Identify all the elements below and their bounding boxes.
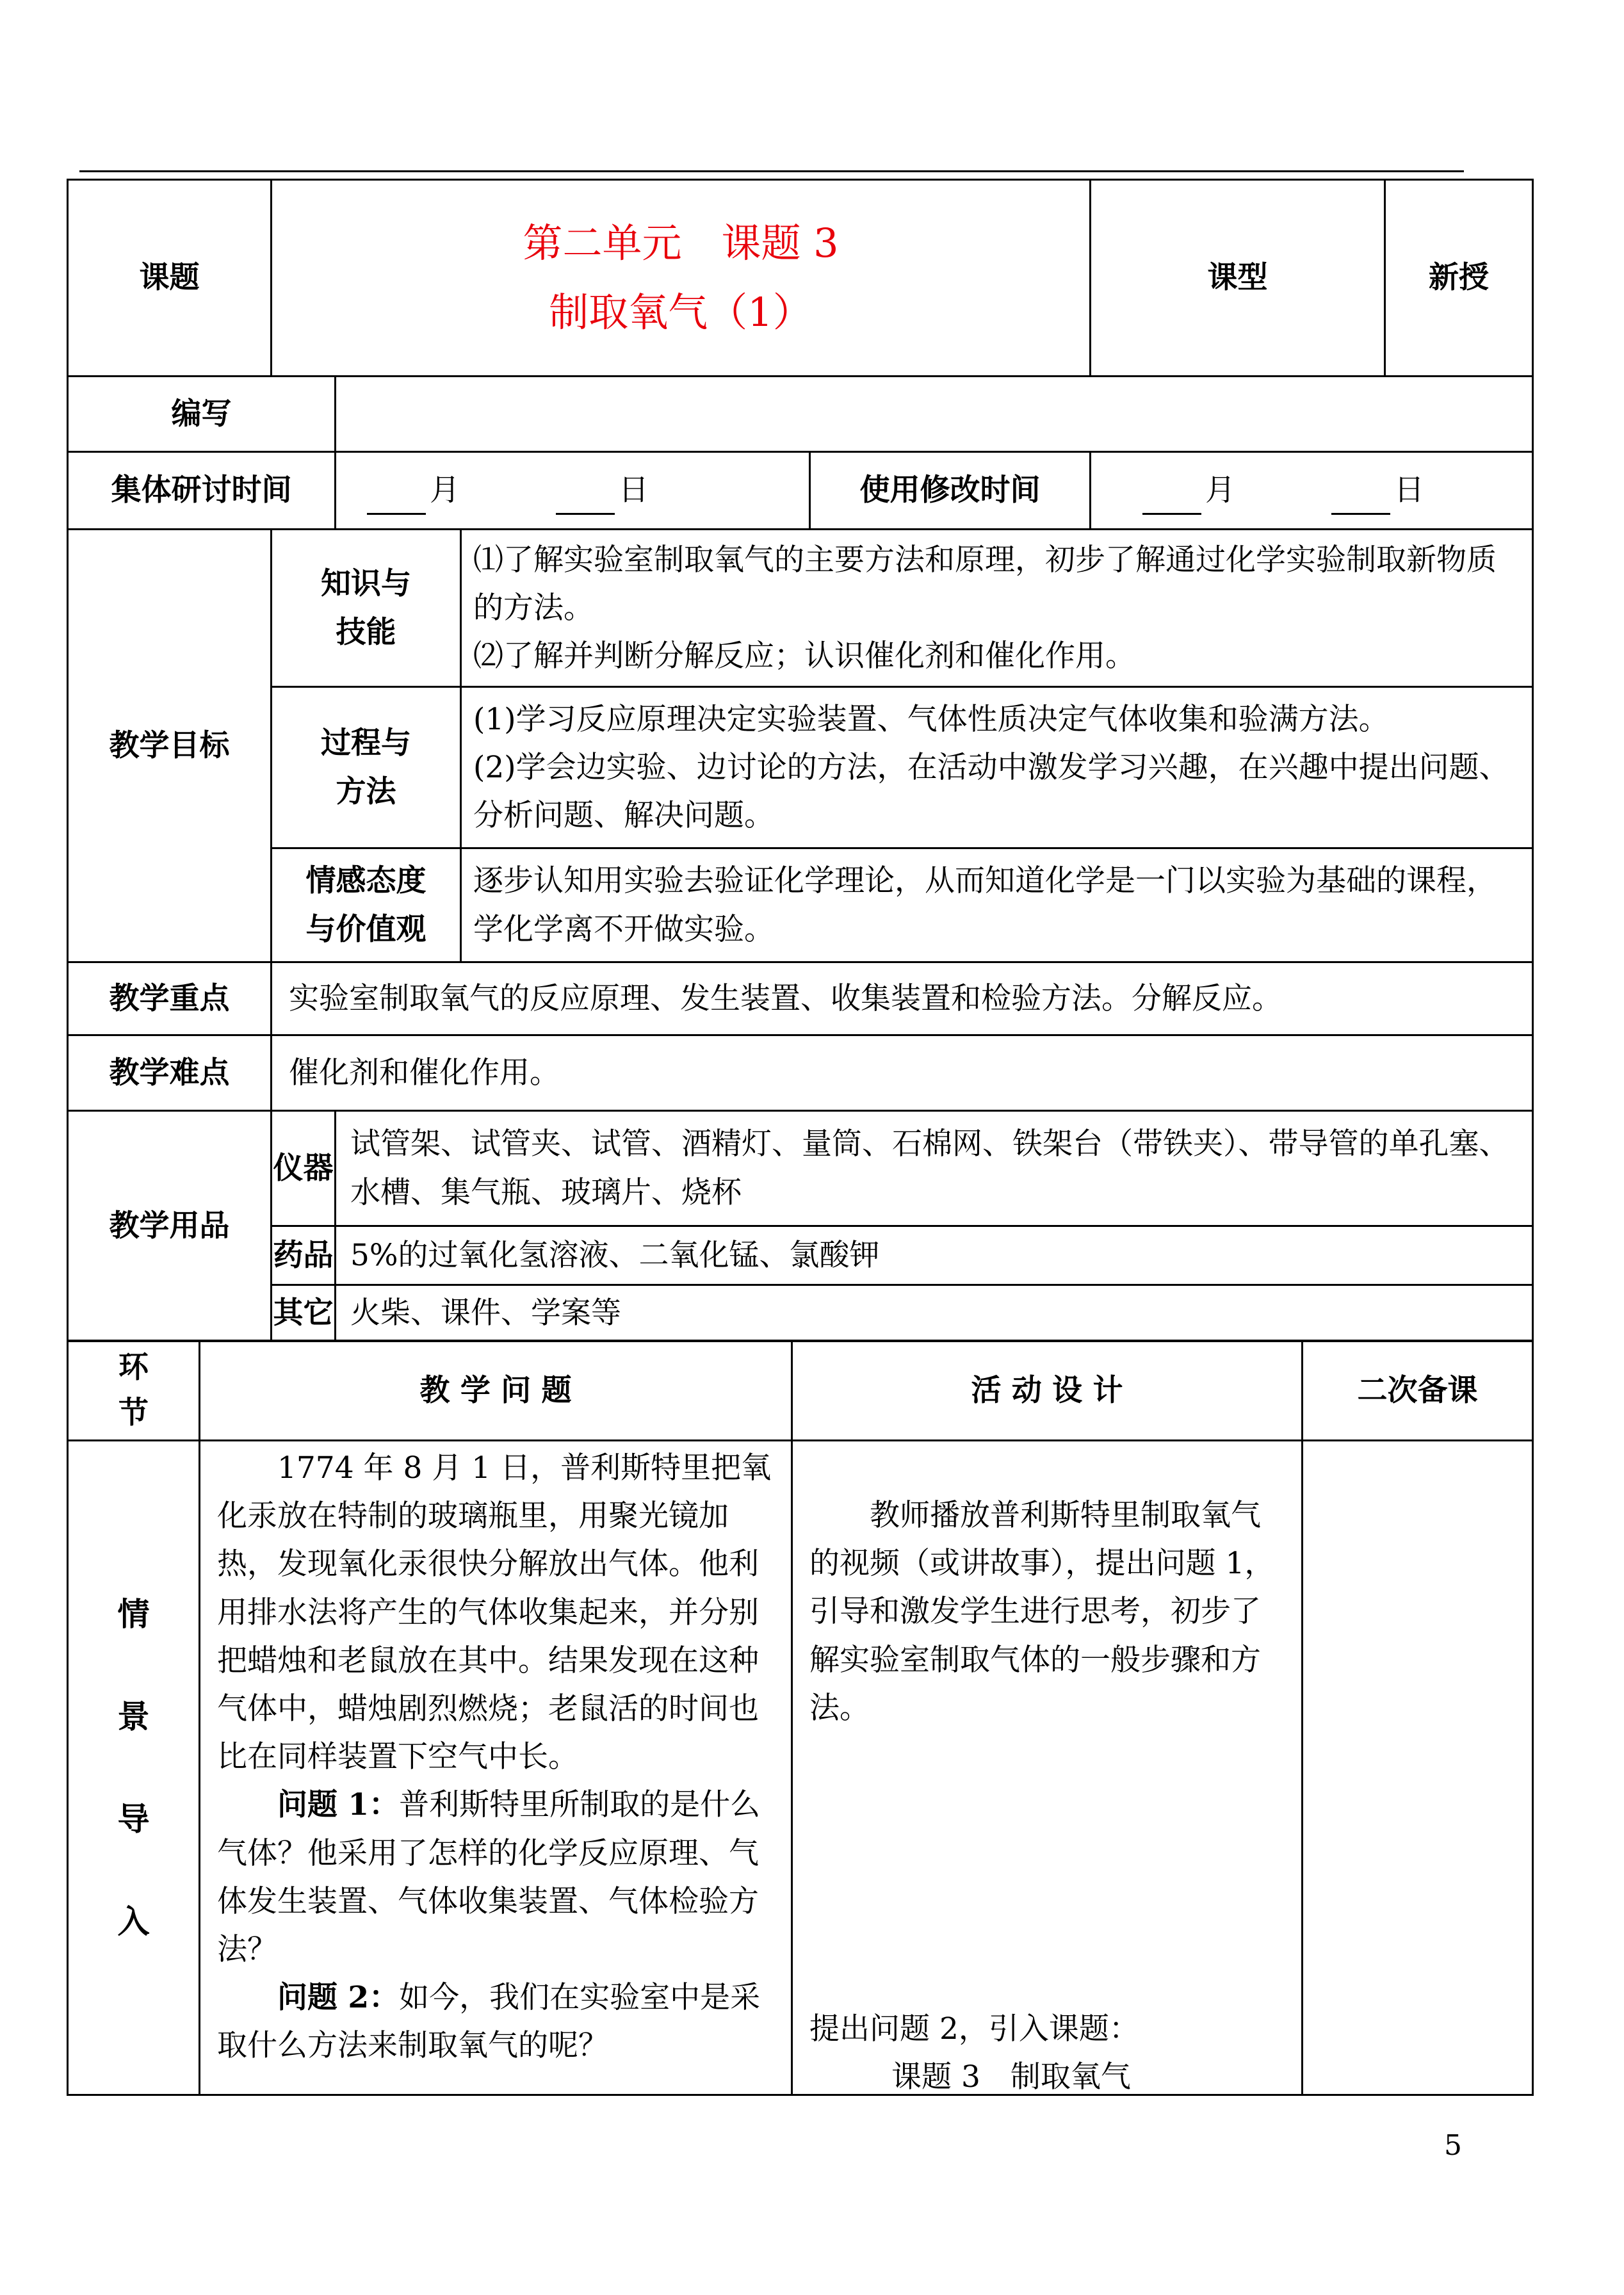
attitude-text: 逐步认知用实验去验证化学理论，从而知道化学是一门以实验为基础的课程，学化学离不开做实验。 — [461, 848, 1533, 962]
activity-header: 活 动 设 计 — [792, 1341, 1303, 1441]
collective-time-value — [336, 452, 810, 530]
question-cell — [200, 1441, 792, 2095]
stage-char-3: 导 — [117, 1799, 150, 1838]
reagents-text: 5%的过氧化氢溶液、二氧化锰、氯酸钾 — [336, 1226, 1533, 1285]
difficulty-text: 催化剂和催化作用。 — [272, 1035, 1533, 1111]
process-table — [67, 1340, 1534, 2096]
day-blank-2 — [1331, 481, 1390, 515]
process-label — [272, 687, 461, 848]
process-item-1: (1)学习反应原理决定实验装置、气体性质决定气体收集和验满方法。 — [473, 701, 1389, 737]
question-2 — [217, 1974, 774, 2070]
month-label: 月 — [430, 473, 460, 508]
stage-char-1: 情 — [117, 1594, 150, 1633]
lesson-plan-table — [67, 179, 1534, 1342]
knowledge-item-2: ⑵了解并判断分解反应；认识催化剂和催化作用。 — [473, 638, 1135, 674]
other-label: 其它 — [272, 1285, 336, 1342]
activity-text-1: 教师播放普利斯特里制取氧气的视频（或讲故事），提出问题 1，引导和激发学生进行思考，初步了解实验室制取气体的一般步骤和方法。 — [809, 1498, 1275, 1726]
process-label-1: 过程与 — [321, 726, 411, 761]
question-2-text: 如今，我们在实验室中是采取什么方法来制取氧气的呢？ — [217, 1980, 761, 2064]
key-point-label: 教学重点 — [68, 962, 272, 1035]
knowledge-text — [461, 530, 1533, 687]
instruments-label: 仪器 — [272, 1111, 336, 1226]
revise-time-value — [1091, 452, 1533, 530]
page-number: 5 — [1444, 2129, 1462, 2162]
stage-char-2: 景 — [117, 1697, 150, 1735]
type-value: 新授 — [1385, 180, 1533, 377]
month-label-2: 月 — [1205, 473, 1236, 508]
activity-text-2: 提出问题 2，引入课题： — [809, 2011, 1139, 2047]
second-prep-header: 二次备课 — [1303, 1341, 1533, 1441]
activity-cell — [792, 1441, 1303, 2095]
title-line-2: 制取氧气（1） — [549, 289, 813, 336]
day-blank — [556, 481, 615, 515]
month-blank-2 — [1142, 481, 1201, 515]
stage-char-4: 入 — [117, 1902, 150, 1940]
activity-text-3: 课题 3 制取氧气 — [891, 2059, 1131, 2095]
question-1-label: 问题 1： — [277, 1787, 400, 1823]
attitude-label-1: 情感态度 — [305, 863, 426, 899]
day-label: 日 — [619, 473, 649, 508]
writer-value — [336, 377, 1533, 452]
day-label-2: 日 — [1394, 473, 1425, 508]
knowledge-label-2: 技能 — [336, 614, 396, 650]
attitude-label — [272, 848, 461, 962]
type-label: 课型 — [1091, 180, 1385, 377]
question-header: 教 学 问 题 — [200, 1341, 792, 1441]
stage-name — [68, 1441, 200, 2095]
month-blank — [367, 481, 426, 515]
knowledge-label-1: 知识与 — [321, 566, 411, 602]
header-rule — [79, 170, 1464, 172]
title-line-1: 第二单元 课题 3 — [523, 219, 839, 266]
stage-header-2: 节 — [118, 1395, 149, 1431]
second-prep-cell — [1303, 1441, 1533, 2095]
lesson-title — [272, 180, 1091, 377]
process-label-2: 方法 — [336, 774, 396, 809]
reagents-label: 药品 — [272, 1226, 336, 1285]
objectives-label: 教学目标 — [68, 530, 272, 962]
question-1-text: 普利斯特里所制取的是什么气体？他采用了怎样的化学反应原理、气体发生装置、气体收集装置、气体检验方法？ — [217, 1787, 761, 1967]
revise-time-label: 使用修改时间 — [810, 452, 1091, 530]
supplies-label: 教学用品 — [68, 1111, 272, 1342]
difficulty-label: 教学难点 — [68, 1035, 272, 1111]
key-point-text: 实验室制取氧气的反应原理、发生装置、收集装置和检验方法。分解反应。 — [272, 962, 1533, 1035]
story-text: 1774 年 8 月 1 日，普利斯特里把氧化汞放在特制的玻璃瓶里，用聚光镜加热，发现氧化汞很快分解放出气体。他利用排水法将产生的气体收集起来，并分别把蜡烛和老鼠放在其中。结果发现在这种气体中，蜡烛剧烈燃烧；老鼠活的时间也比在同样装置下空气中长。 — [217, 1450, 772, 1775]
instruments-text: 试管架、试管夹、试管、酒精灯、量筒、石棉网、铁架台（带铁夹）、带导管的单孔塞、水槽、集气瓶、玻璃片、烧杯 — [336, 1111, 1533, 1226]
question-2-label: 问题 2： — [277, 1980, 400, 2016]
question-1 — [217, 1781, 774, 1974]
process-text — [461, 687, 1533, 848]
stage-header — [68, 1341, 200, 1441]
collective-time-label: 集体研讨时间 — [68, 452, 336, 530]
process-item-2: (2)学会边实验、边讨论的方法，在活动中激发学习兴趣，在兴趣中提出问题、分析问题、解决问题。 — [473, 749, 1509, 834]
attitude-label-2: 与价值观 — [305, 911, 426, 947]
other-text: 火柴、课件、学案等 — [336, 1285, 1533, 1342]
knowledge-item-1: ⑴了解实验室制取氧气的主要方法和原理，初步了解通过化学实验制取新物质的方法。 — [473, 542, 1497, 626]
stage-header-1: 环 — [118, 1350, 149, 1385]
knowledge-label — [272, 530, 461, 687]
writer-label: 编写 — [68, 377, 336, 452]
topic-label: 课题 — [68, 180, 272, 377]
